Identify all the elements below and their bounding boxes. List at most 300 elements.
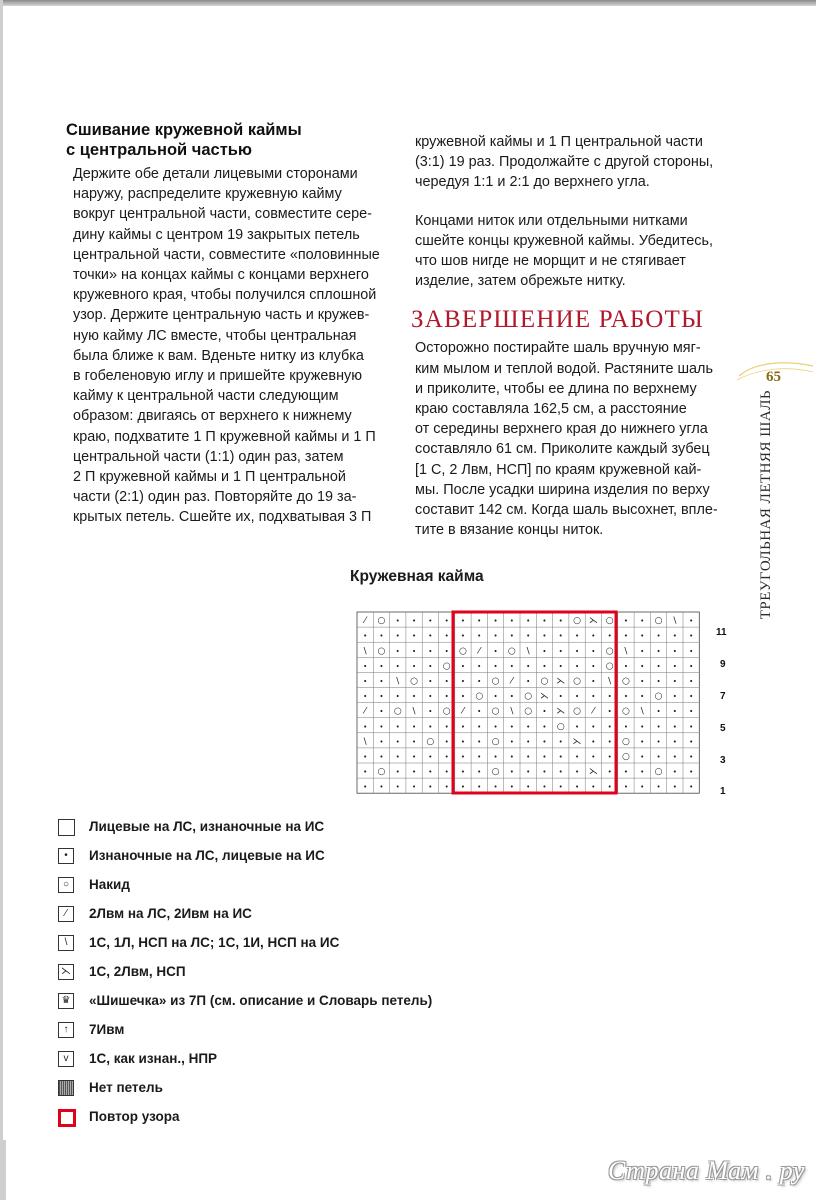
chart-stitch-symbol: • bbox=[656, 707, 661, 716]
chart-stitch-symbol: ⁄ bbox=[364, 706, 366, 717]
chart-stitch-symbol: • bbox=[672, 647, 677, 656]
chart-stitch-symbol: • bbox=[428, 752, 433, 761]
chart-stitch-symbol: • bbox=[689, 752, 694, 761]
k2tog-slash-icon: ⁄ bbox=[58, 906, 74, 922]
right-column bbox=[411, 132, 741, 540]
chart-stitch-symbol: \ bbox=[363, 646, 367, 657]
chart-stitch-symbol: • bbox=[363, 752, 368, 761]
chart-stitch-symbol: • bbox=[395, 783, 400, 792]
text-line: центральной части, совместите «половинные bbox=[73, 246, 380, 263]
chart-stitch-symbol: • bbox=[574, 692, 580, 701]
ssk-backslash-icon: \ bbox=[58, 935, 74, 951]
text-line: узор. Держите центральную часть и кружев- bbox=[73, 307, 370, 324]
chart-stitch-symbol: • bbox=[428, 662, 433, 671]
text-line: тите в вязание концы ниток. bbox=[415, 522, 604, 539]
chart-stitch-symbol: • bbox=[363, 783, 368, 792]
chart-stitch-symbol: ⁄ bbox=[462, 706, 464, 717]
chart-stitch-symbol: • bbox=[428, 632, 433, 641]
chart-stitch-symbol: ○ bbox=[442, 661, 451, 672]
chart-stitch-symbol: • bbox=[656, 677, 661, 686]
chart-stitch-symbol: • bbox=[509, 722, 514, 731]
chart-stitch-symbol: • bbox=[542, 768, 547, 777]
chart-stitch-symbol: • bbox=[411, 647, 417, 656]
chart-stitch-symbol: • bbox=[428, 647, 433, 656]
chart-stitch-symbol: • bbox=[493, 632, 498, 641]
text-line: образом: двигаясь от верхнего к нижнему bbox=[73, 408, 352, 425]
chart-stitch-symbol: ⋋ bbox=[588, 616, 598, 627]
text-line: точки» на концах каймы с концами верхнего bbox=[73, 267, 369, 284]
chart-stitch-symbol: ○ bbox=[654, 691, 663, 702]
text-line: краю составляла 162,5 см, а расстояние bbox=[415, 401, 687, 418]
chart-stitch-symbol: ⋋ bbox=[572, 736, 582, 747]
chart-stitch-symbol: • bbox=[460, 737, 466, 746]
text-line: кружевного края, чтобы получился сплошной bbox=[73, 287, 377, 304]
chart-stitch-symbol: • bbox=[623, 783, 629, 792]
legend-text: «Шишечка» из 7П (см. описание и Словарь петель) bbox=[89, 993, 433, 1008]
chart-stitch-symbol: • bbox=[623, 632, 629, 641]
legend-text: 7Ивм bbox=[89, 1022, 125, 1037]
legend-text: Повтор узора bbox=[89, 1109, 180, 1124]
chart-stitch-symbol: • bbox=[689, 677, 694, 686]
chart-stitch-symbol: • bbox=[672, 677, 677, 686]
chart-stitch-symbol: • bbox=[509, 632, 514, 641]
chart-stitch-symbol: • bbox=[444, 617, 449, 626]
row-numbers bbox=[716, 627, 727, 797]
chart-stitch-symbol: • bbox=[363, 662, 368, 671]
text-line: сшейте концы кружевной каймы. Убедитесь, bbox=[415, 232, 714, 249]
chart-stitch-symbol: • bbox=[428, 617, 433, 626]
chart-stitch-symbol: \ bbox=[412, 706, 416, 717]
chart-stitch-symbol: ⋋ bbox=[539, 691, 549, 702]
chart-stitch-symbol: • bbox=[689, 632, 694, 641]
chart-stitch-symbol: • bbox=[558, 752, 563, 761]
chart-stitch-symbol: • bbox=[542, 617, 547, 626]
chart-stitch-symbol: • bbox=[477, 768, 482, 777]
chart-stitch-symbol: ○ bbox=[459, 646, 467, 657]
chart-stitch-symbol: • bbox=[395, 722, 400, 731]
chart-stitch-symbol: • bbox=[623, 692, 629, 701]
legend-item-sk2p bbox=[58, 961, 558, 990]
chart-stitch-symbol: \ bbox=[608, 676, 612, 687]
chart-stitch-symbol: • bbox=[493, 662, 498, 671]
sewing-subhead bbox=[66, 120, 403, 160]
chart-stitch-symbol: • bbox=[542, 737, 547, 746]
chart-stitch-symbol: • bbox=[656, 722, 661, 731]
chart-stitch-symbol: ⋋ bbox=[588, 767, 598, 778]
chart-stitch-symbol: • bbox=[526, 617, 531, 626]
row-number: 7 bbox=[720, 691, 726, 702]
chart-stitch-symbol: • bbox=[460, 632, 466, 641]
chart-stitch-symbol: • bbox=[591, 647, 596, 656]
chart-stitch-symbol: • bbox=[444, 632, 449, 641]
text-line: Осторожно постирайте шаль вручную мяг- bbox=[415, 340, 701, 357]
chart-stitch-symbol: • bbox=[411, 662, 417, 671]
chart-stitch-symbol: ○ bbox=[426, 736, 435, 747]
chart-stitch-symbol: • bbox=[411, 722, 417, 731]
chart-stitch-symbol: • bbox=[493, 617, 498, 626]
text-line: мы. После усадки ширина изделия по верху bbox=[415, 481, 710, 498]
chart-stitch-symbol: ○ bbox=[622, 736, 630, 747]
chart-stitch-symbol: • bbox=[574, 647, 580, 656]
left-column bbox=[63, 120, 403, 528]
chart-stitch-symbol: • bbox=[640, 752, 645, 761]
chart-stitch-symbol: • bbox=[477, 737, 482, 746]
chart-stitch-symbol: • bbox=[379, 677, 384, 686]
chart-stitch-symbol: • bbox=[689, 737, 694, 746]
chart-stitch-symbol: ⁄ bbox=[511, 676, 513, 687]
chart-stitch-symbol: • bbox=[640, 662, 645, 671]
chart-stitch-symbol: • bbox=[395, 662, 400, 671]
chart-stitch-symbol: • bbox=[607, 692, 612, 701]
chart-stitch-symbol: • bbox=[542, 662, 547, 671]
lace-edging-chart bbox=[350, 604, 750, 804]
chart-stitch-symbol: • bbox=[526, 632, 531, 641]
chart-stitch-symbol: • bbox=[689, 647, 694, 656]
chart-stitch-symbol: • bbox=[379, 783, 384, 792]
chart-stitch-symbol: • bbox=[558, 783, 563, 792]
chart-stitch-symbol: • bbox=[363, 768, 368, 777]
chart-stitch-symbol: • bbox=[379, 737, 384, 746]
chart-stitch-symbol: • bbox=[477, 632, 482, 641]
chart-stitch-symbol: • bbox=[493, 692, 498, 701]
chart-stitch-symbol: • bbox=[509, 737, 514, 746]
chart-stitch-symbol: • bbox=[395, 632, 400, 641]
chart-stitch-symbol: • bbox=[395, 768, 400, 777]
chart-stitch-symbol: • bbox=[672, 692, 677, 701]
chart-stitch-symbol: ○ bbox=[524, 691, 533, 702]
page-left-edge bbox=[0, 0, 3, 1200]
text-line: крытых петель. Сшейте их, подхватывая 3 П bbox=[73, 509, 372, 526]
chart-stitch-symbol: • bbox=[379, 722, 384, 731]
text-line: (3:1) 19 раз. Продолжайте с другой стороны, bbox=[415, 154, 714, 171]
chart-stitch-symbol: • bbox=[672, 737, 677, 746]
chart-stitch-symbol: • bbox=[607, 707, 612, 716]
chart-stitch-symbol: • bbox=[607, 752, 612, 761]
subhead-line-1: Сшивание кружевной каймы bbox=[66, 121, 302, 139]
chart-stitch-symbol: • bbox=[460, 768, 466, 777]
chart-stitch-symbol: • bbox=[542, 722, 547, 731]
chart-stitch-symbol: • bbox=[623, 722, 629, 731]
chart-stitch-symbol: • bbox=[411, 752, 417, 761]
text-line: кружевной каймы и 1 П центральной части bbox=[415, 134, 703, 150]
text-line: и приколите, чтобы ее длина по верхнему bbox=[415, 380, 697, 397]
chart-stitch-symbol: • bbox=[444, 752, 449, 761]
chart-stitch-symbol: • bbox=[363, 722, 368, 731]
chart-stitch-symbol: • bbox=[395, 647, 400, 656]
chart-stitch-symbol: • bbox=[395, 737, 400, 746]
chart-stitch-symbol: • bbox=[444, 722, 449, 731]
legend-text: Изнаночные на ЛС, лицевые на ИС bbox=[89, 848, 325, 863]
finishing-section-title: ЗАВЕРШЕНИЕ РАБОТЫ bbox=[411, 306, 705, 334]
page-number: 65 bbox=[766, 369, 781, 385]
legend-text: Накид bbox=[89, 877, 130, 892]
chart-stitch-symbol: • bbox=[689, 662, 694, 671]
chart-stitch-symbol: • bbox=[558, 647, 563, 656]
chart-stitch-symbol: ○ bbox=[442, 706, 451, 717]
chart-stitch-symbol: • bbox=[444, 647, 449, 656]
row-number: 9 bbox=[720, 659, 726, 670]
chart-stitch-symbol: • bbox=[460, 783, 466, 792]
bobble-crown-icon: ♛ bbox=[58, 993, 74, 1009]
chart-stitch-symbol: • bbox=[493, 783, 498, 792]
legend-text: 1С, 2Лвм, НСП bbox=[89, 964, 186, 979]
text-line: изделие, затем обрежьте нитку. bbox=[415, 273, 626, 290]
purl-dot-icon: • bbox=[58, 848, 74, 864]
text-line: части (2:1) один раз. Повторяйте до 19 за- bbox=[73, 489, 357, 506]
chart-stitch-symbol: • bbox=[689, 768, 694, 777]
chart-stitch-symbol: • bbox=[379, 692, 384, 701]
chart-stitch-symbol: • bbox=[477, 707, 482, 716]
chart-stitch-symbol: • bbox=[460, 752, 466, 761]
legend-item-no-stitch bbox=[58, 1077, 558, 1106]
chart-stitch-symbol: • bbox=[656, 752, 661, 761]
chart-stitch-symbol: • bbox=[526, 722, 531, 731]
chart-stitch-symbol: • bbox=[574, 662, 580, 671]
chart-stitch-symbol: • bbox=[460, 662, 466, 671]
chart-title: Кружевная кайма bbox=[350, 568, 484, 585]
chart-stitch-symbol: • bbox=[428, 722, 433, 731]
chart-stitch-symbol: • bbox=[558, 662, 563, 671]
chart-stitch-symbol: ⁄ bbox=[592, 706, 595, 717]
chart-stitch-symbol: • bbox=[379, 662, 384, 671]
chart-stitch-symbol: • bbox=[477, 722, 482, 731]
chart-stitch-symbol: ○ bbox=[573, 616, 581, 627]
chart-stitch-symbol: • bbox=[526, 783, 531, 792]
chart-stitch-symbol: • bbox=[591, 722, 596, 731]
chart-stitch-symbol: ○ bbox=[491, 676, 500, 687]
chart-stitch-symbol: • bbox=[411, 768, 417, 777]
chart-stitch-symbol: • bbox=[591, 632, 596, 641]
chart-stitch-symbol: \ bbox=[673, 616, 677, 627]
subhead-line-2: с центральной частью bbox=[66, 141, 253, 159]
chart-stitch-symbol: ⁄ bbox=[364, 616, 366, 627]
chart-stitch-symbol: ○ bbox=[507, 646, 516, 657]
legend-text: Лицевые на ЛС, изнаночные на ИС bbox=[89, 819, 325, 834]
chart-stitch-symbol: • bbox=[379, 752, 384, 761]
chart-stitch-symbol: ○ bbox=[491, 736, 500, 747]
chart-legend bbox=[58, 816, 558, 1135]
chart-stitch-symbol: • bbox=[444, 692, 449, 701]
chart-stitch-symbol: • bbox=[509, 768, 514, 777]
chart-stitch-symbol: • bbox=[607, 632, 612, 641]
legend-item-yarn-over bbox=[58, 874, 558, 903]
chart-stitch-symbol: • bbox=[574, 722, 580, 731]
text-line: наружу, распределите кружевную кайму bbox=[73, 186, 342, 203]
chart-stitch-symbol: • bbox=[542, 632, 547, 641]
chart-stitch-symbol: ○ bbox=[573, 676, 581, 687]
page-top-edge bbox=[0, 0, 816, 6]
text-line: вокруг центральной части, совместите сере- bbox=[73, 206, 372, 223]
chart-stitch-symbol: ○ bbox=[475, 691, 484, 702]
chart-stitch-symbol: ○ bbox=[622, 706, 630, 717]
chart-stitch-symbol: • bbox=[363, 692, 368, 701]
chart-stitch-symbol: • bbox=[363, 632, 368, 641]
chart-stitch-symbol: • bbox=[623, 662, 629, 671]
chart-stitch-symbol: • bbox=[689, 707, 694, 716]
chart-stitch-symbol: • bbox=[509, 752, 514, 761]
legend-text: 2Лвм на ЛС, 2Ивм на ИС bbox=[89, 906, 252, 921]
chart-stitch-symbol: • bbox=[428, 768, 433, 777]
row-number: 1 bbox=[720, 786, 726, 797]
text-line: дину каймы с центром 19 закрытых петель bbox=[73, 226, 360, 243]
chart-stitch-symbol: • bbox=[672, 752, 677, 761]
chart-stitch-symbol: • bbox=[689, 722, 694, 731]
chart-stitch-symbol: • bbox=[395, 752, 400, 761]
text-line: в гобеленовую иглу и пришейте кружевную bbox=[73, 368, 363, 385]
row-number: 3 bbox=[720, 755, 726, 766]
chart-stitch-symbol: • bbox=[640, 677, 645, 686]
chart-stitch-symbol: • bbox=[656, 662, 661, 671]
chart-stitch-symbol: • bbox=[460, 677, 466, 686]
finishing-paragraph bbox=[411, 338, 741, 540]
chart-stitch-symbol: • bbox=[558, 617, 563, 626]
chart-stitch-symbol: • bbox=[379, 632, 384, 641]
text-line: центральной части (1:1) один раз, затем bbox=[73, 448, 344, 465]
text-line: [1 С, 2 Лвм, НСП] по краям кружевной кай- bbox=[415, 461, 702, 478]
chart-stitch-symbol: \ bbox=[640, 706, 644, 717]
chart-stitch-symbol: • bbox=[444, 677, 449, 686]
text-line: что шов нигде не морщит и не стягивает bbox=[415, 253, 686, 270]
chart-stitch-symbol: • bbox=[526, 737, 531, 746]
chart-stitch-symbol: • bbox=[526, 677, 531, 686]
chart-stitch-symbol: • bbox=[411, 737, 417, 746]
chart-stitch-symbol: • bbox=[656, 783, 661, 792]
text-line: от середины верхнего края до нижнего угла bbox=[415, 421, 708, 438]
sk2p-arrow-icon: ⋋ bbox=[58, 964, 74, 980]
repeat-box-icon bbox=[58, 1109, 76, 1127]
legend-item-slip bbox=[58, 1048, 558, 1077]
text-line: Держите обе детали лицевыми сторонами bbox=[73, 166, 358, 182]
chart-stitch-symbol: • bbox=[607, 768, 612, 777]
chart-stitch-symbol: ○ bbox=[540, 676, 549, 687]
chart-stitch-symbol: • bbox=[558, 692, 563, 701]
legend-text: 1С, 1Л, НСП на ЛС; 1С, 1И, НСП на ИС bbox=[89, 935, 340, 950]
chart-stitch-symbol: • bbox=[477, 662, 482, 671]
chart-stitch-symbol: • bbox=[428, 677, 433, 686]
legend-item-k2tog bbox=[58, 903, 558, 932]
chart-stitch-symbol: • bbox=[526, 768, 531, 777]
chart-stitch-symbol: ○ bbox=[654, 616, 663, 627]
legend-item-7tog bbox=[58, 1019, 558, 1048]
chart-stitch-symbol: ○ bbox=[605, 616, 614, 627]
text-line: кайму к центральной части следующим bbox=[73, 388, 339, 405]
chart-stitch-symbol: • bbox=[640, 768, 645, 777]
running-title: ТРЕУГОЛЬНАЯ ЛЕТНЯЯ ШАЛЬ bbox=[758, 390, 774, 620]
chart-stitch-symbol: ○ bbox=[393, 706, 402, 717]
chart-stitch-symbol: • bbox=[395, 692, 400, 701]
chart-stitch-symbol: • bbox=[574, 783, 580, 792]
chart-stitch-symbol: • bbox=[640, 783, 645, 792]
chart-stitch-symbol: • bbox=[689, 783, 694, 792]
text-line: ную кайму ЛС вместе, чтобы центральная bbox=[73, 327, 357, 344]
chart-stitch-symbol: • bbox=[477, 783, 482, 792]
chart-stitch-symbol: • bbox=[574, 632, 580, 641]
row-number: 5 bbox=[720, 723, 726, 734]
sewing-continued-paragraph bbox=[411, 132, 741, 193]
chart-stitch-symbol: ○ bbox=[573, 706, 581, 717]
chart-stitch-symbol: ○ bbox=[377, 646, 386, 657]
chart-stitch-symbol: • bbox=[379, 707, 384, 716]
chart-stitch-symbol: \ bbox=[624, 646, 628, 657]
chart-stitch-symbol: • bbox=[444, 737, 449, 746]
chart-stitch-symbol: • bbox=[509, 783, 514, 792]
chart-stitch-symbol: • bbox=[526, 662, 531, 671]
legend-item-repeat bbox=[58, 1106, 558, 1135]
chart-stitch-symbol: • bbox=[558, 768, 563, 777]
chart-stitch-symbol: • bbox=[558, 737, 563, 746]
chart-stitch-symbol: • bbox=[428, 783, 433, 792]
chart-stitch-symbol: • bbox=[672, 783, 677, 792]
chart-stitch-symbol: • bbox=[591, 662, 596, 671]
chart-stitch-symbol: • bbox=[460, 722, 466, 731]
chart-stitch-symbol: • bbox=[672, 722, 677, 731]
yarn-over-circle-icon: ○ bbox=[58, 877, 74, 893]
chart-stitch-symbol: • bbox=[640, 632, 645, 641]
chart-stitch-symbol: • bbox=[591, 737, 596, 746]
chart-stitch-symbol: • bbox=[411, 617, 417, 626]
chart-stitch-symbol: • bbox=[444, 783, 449, 792]
chart-stitch-symbol: \ bbox=[526, 646, 530, 657]
chart-stitch-symbol: • bbox=[395, 617, 400, 626]
chart-stitch-symbol: • bbox=[411, 783, 417, 792]
chart-stitch-symbol: • bbox=[542, 783, 547, 792]
chart-stitch-symbol: • bbox=[672, 662, 677, 671]
chart-stitch-symbol: • bbox=[493, 722, 498, 731]
text-line: 2 П кружевной каймы и 1 П центральной bbox=[73, 469, 346, 486]
chart-stitch-symbol: • bbox=[542, 752, 547, 761]
chart-stitch-symbol: • bbox=[656, 737, 661, 746]
text-line: ким мылом и теплой водой. Растяните шаль bbox=[415, 360, 713, 377]
chart-stitch-symbol: • bbox=[640, 737, 645, 746]
chart-stitch-symbol: • bbox=[689, 617, 694, 626]
chart-stitch-symbol: ○ bbox=[605, 661, 614, 672]
chart-stitch-symbol: • bbox=[493, 647, 498, 656]
chart-stitch-symbol: ○ bbox=[491, 706, 500, 717]
chart-stitch-symbol: • bbox=[640, 647, 645, 656]
legend-item-purl bbox=[58, 845, 558, 874]
chart-stitch-symbol: • bbox=[607, 722, 612, 731]
text-line: была ближе к вам. Вденьте нитку из клубка bbox=[73, 347, 364, 364]
chart-stitch-symbol: • bbox=[509, 662, 514, 671]
chart-stitch-symbol: ○ bbox=[622, 751, 630, 762]
chart-stitch-symbol: • bbox=[509, 692, 514, 701]
legend-item-ssk bbox=[58, 932, 558, 961]
chart-stitch-symbol: ○ bbox=[605, 646, 614, 657]
text-line: чередуя 1:1 и 2:1 до верхнего угла. bbox=[415, 174, 650, 191]
chart-stitch-symbol: • bbox=[526, 752, 531, 761]
chart-stitch-symbol: ○ bbox=[622, 676, 630, 687]
chart-stitch-symbol: • bbox=[672, 632, 677, 641]
chart-stitch-symbol: • bbox=[460, 692, 466, 701]
chart-stitch-symbol: • bbox=[623, 617, 629, 626]
chart-stitch-symbol: ⋋ bbox=[556, 676, 566, 687]
chart-stitch-symbol: • bbox=[428, 692, 433, 701]
chart-stitch-symbol: ○ bbox=[410, 676, 418, 687]
chart-stitch-symbol: \ bbox=[396, 676, 400, 687]
chart-stitch-symbol: • bbox=[460, 617, 466, 626]
up-arrow-icon: ↑ bbox=[58, 1022, 74, 1038]
chart-stitch-symbol: • bbox=[574, 752, 580, 761]
text-line: составляло 61 см. Приколите каждый зубец bbox=[415, 441, 710, 458]
chart-stitch-symbol: • bbox=[591, 692, 596, 701]
chart-stitch-symbol: • bbox=[656, 632, 661, 641]
chart-stitch-symbol: • bbox=[607, 737, 612, 746]
chart-stitch-symbol: • bbox=[672, 768, 677, 777]
legend-text: Нет петель bbox=[89, 1080, 163, 1095]
chart-stitch-symbol: • bbox=[428, 707, 433, 716]
text-line: Концами ниток или отдельными нитками bbox=[415, 212, 688, 229]
chart-stitch-symbol: • bbox=[493, 752, 498, 761]
